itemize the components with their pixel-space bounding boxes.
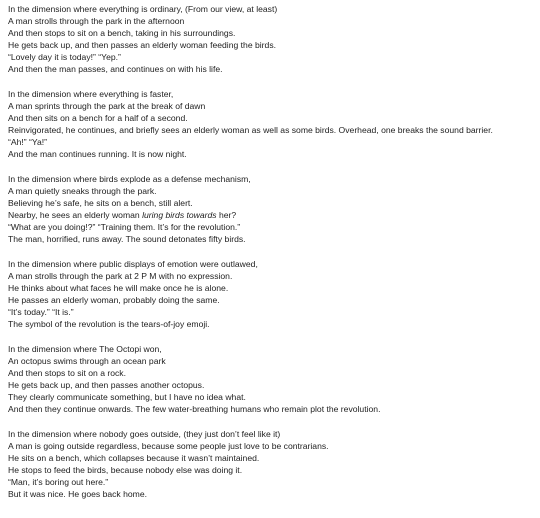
text-line: In the dimension where public displays of emotion were outlawed, <box>8 258 258 269</box>
text-line: He passes an elderly woman, probably doing the same. <box>8 295 220 306</box>
text-line: But it was nice. He goes back home. <box>8 489 148 500</box>
text-line: An octopus swims through an ocean park <box>8 355 166 366</box>
stanza-ordinary <box>8 3 538 76</box>
text-line: They clearly communicate something, but I have no idea what. <box>8 392 246 403</box>
text-line: He sits on a bench, which collapses because it wasn’t maintained. <box>8 452 260 463</box>
stanza-nobody-outside <box>8 428 538 501</box>
text-line: Reinvigorated, he continues, and briefly sees an elderly woman as well as some birds. Overhead, one breaks the sound barrier. <box>8 125 493 136</box>
text-line: “Ah!” “Ya!” <box>8 137 47 148</box>
text-line: The symbol of the revolution is the tears-of-joy emoji. <box>8 319 210 330</box>
text-line: “It’s today.” “It is.” <box>8 307 74 318</box>
text-line: In the dimension where The Octopi won, <box>8 343 162 354</box>
text-line: And then stops to sit on a bench, taking in his surroundings. <box>8 28 236 39</box>
text-line: A man strolls through the park in the afternoon <box>8 16 185 27</box>
text-line: In the dimension where everything is ordinary, (From our view, at least) <box>8 4 278 14</box>
text-line: And then sits on a bench for a half of a second. <box>8 113 188 124</box>
text-line: “What are you doing!?” “Training them. It’s for the revolution.” <box>8 222 241 233</box>
text-line: And then stops to sit on a rock. <box>8 368 126 378</box>
text-line: A man quietly sneaks through the park. <box>8 186 157 196</box>
italic-text: luring birds towards <box>142 210 217 221</box>
text-line: In the dimension where everything is faster, <box>8 88 174 99</box>
text-segment: Nearby, he sees an elderly woman <box>8 210 143 221</box>
text-line: A man is going outside regardless, because some people just love to be contrarians. <box>8 440 329 451</box>
text-line: He gets back up, and then passes another octopus. <box>8 380 205 391</box>
text-line: He gets back up, and then passes an elderly woman feeding the birds. <box>8 40 277 51</box>
stanza-octopi <box>8 343 538 416</box>
text-line: A man sprints through the park at the break of dawn <box>8 101 206 112</box>
text-line: In the dimension where nobody goes outside, (they just don’t feel like it) <box>8 428 281 439</box>
text-segment: her? <box>216 210 237 221</box>
stanza-exploding-birds <box>8 173 538 246</box>
text-line: “Man, it’s boring out here.” <box>8 477 109 488</box>
stanza-faster <box>8 88 538 161</box>
text-line: He stops to feed the birds, because nobody else was doing it. <box>8 465 243 476</box>
text-line: Believing he’s safe, he sits on a bench, still alert. <box>8 198 193 209</box>
text-line: And then they continue onwards. The few water-breathing humans who remain plot the revolution. <box>8 404 381 415</box>
text-line: “Lovely day it is today!” “Yep.” <box>8 52 121 63</box>
document-body <box>8 3 538 513</box>
text-line: The man, horrified, runs away. The sound detonates fifty birds. <box>8 234 246 245</box>
stanza-emotion-outlawed <box>8 258 538 331</box>
text-line: He thinks about what faces he will make once he is alone. <box>8 283 229 294</box>
text-line: And the man continues running. It is now night. <box>8 149 187 160</box>
text-line: And then the man passes, and continues on with his life. <box>8 64 223 75</box>
text-line-mixed <box>8 209 538 221</box>
text-line: A man strolls through the park at 2 P M with no expression. <box>8 270 233 281</box>
text-line: In the dimension where birds explode as a defense mechanism, <box>8 173 251 184</box>
